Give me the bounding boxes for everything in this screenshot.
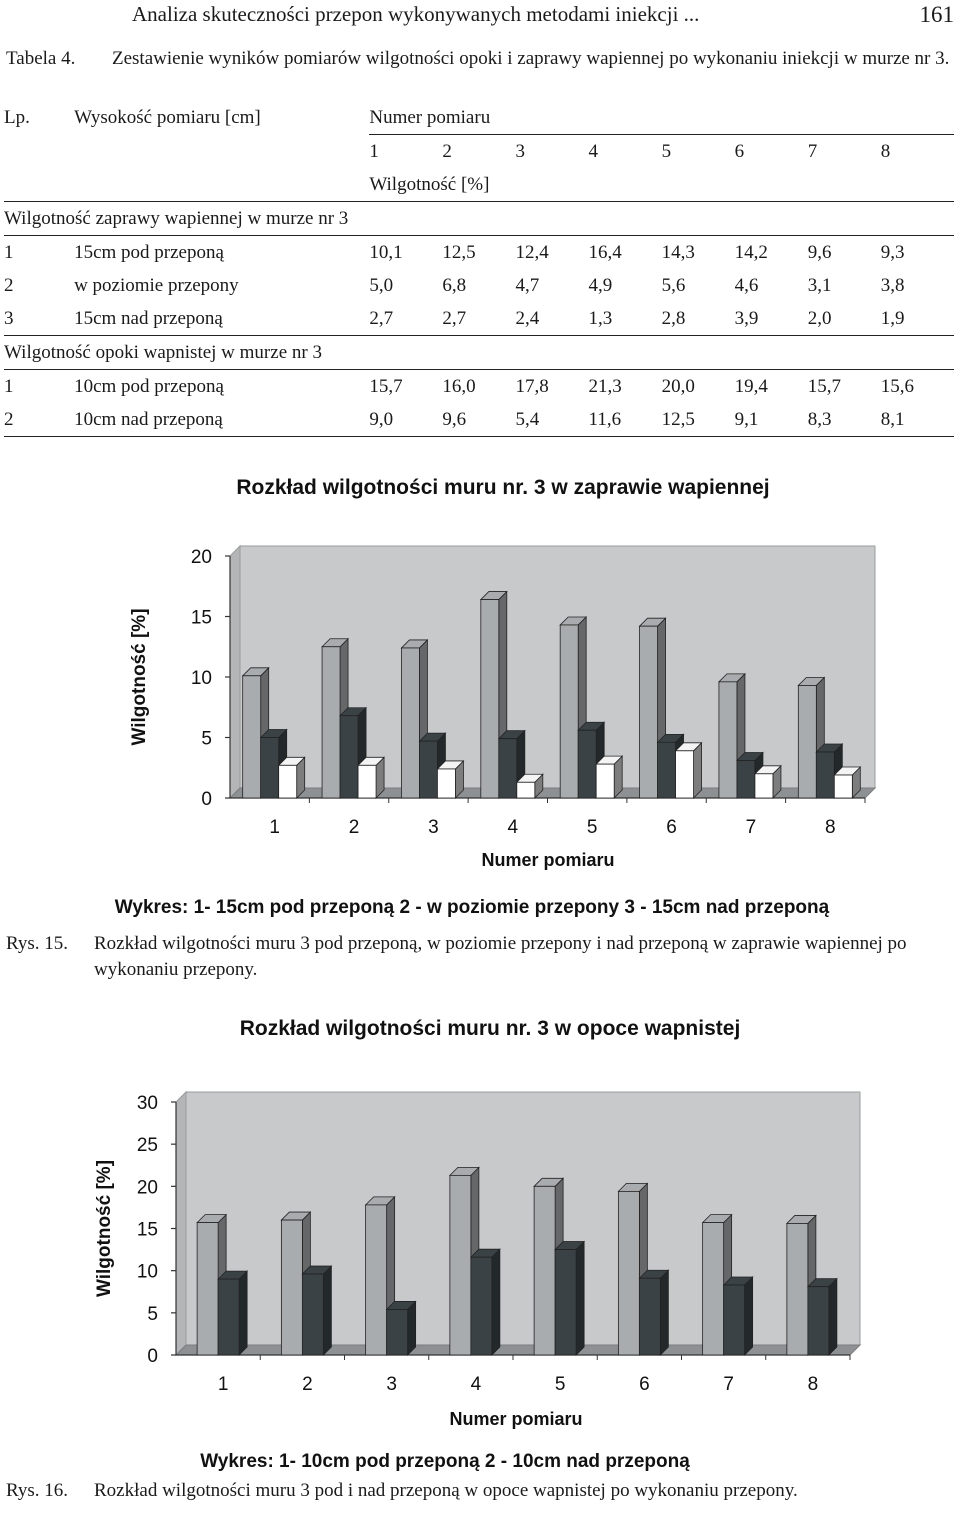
cell: 9,0 (369, 403, 442, 437)
cell: 20,0 (661, 375, 695, 397)
x-tick-label: 5 (586, 817, 598, 838)
x-tick-label: 2 (348, 817, 360, 838)
humidity-table (4, 101, 954, 437)
bar-side-face (829, 1279, 837, 1355)
running-header-title: Analiza skuteczności przepon wykonywanych metodami iniekcji ... (132, 2, 700, 26)
bar-2 (724, 1285, 745, 1355)
y-tick-label: 20 (190, 547, 212, 568)
row-lp: 1 (4, 375, 14, 397)
y-tick-label: 0 (201, 789, 212, 810)
row-lp: 2 (4, 274, 14, 296)
cell: 12,5 (662, 403, 735, 437)
cell: 1,3 (589, 302, 662, 336)
measurement-number: 3 (515, 140, 525, 162)
measurement-number: 7 (807, 140, 818, 162)
y-axis-label: Wilgotność [%] (94, 1159, 115, 1298)
cell: 14,2 (734, 241, 768, 263)
table-row (4, 403, 954, 437)
table-row (4, 236, 954, 270)
measurement-number: 6 (734, 140, 745, 162)
bar-1 (366, 1205, 387, 1355)
bar-2 (737, 760, 755, 798)
cell: 8,1 (881, 403, 954, 437)
section-title: Wilgotność opoki wapnistej w murze nr 3 (4, 336, 954, 370)
row-label: 15cm nad przeponą (74, 302, 369, 336)
x-tick-label: 4 (470, 1374, 482, 1395)
x-tick-label: 2 (302, 1374, 313, 1395)
table-header-row (4, 101, 954, 135)
cell: 12,5 (442, 241, 476, 263)
chart-floor (176, 1345, 860, 1355)
bar-side-face (694, 743, 702, 798)
y-tick-label: 10 (190, 668, 212, 689)
bar-side-face (492, 1249, 500, 1355)
cell: 9,6 (807, 241, 832, 263)
x-tick-label: 3 (386, 1374, 397, 1395)
bar-side-face (576, 1242, 584, 1355)
cell: 21,3 (588, 375, 622, 397)
cell: 16,0 (442, 375, 476, 397)
measurement-number-row (4, 135, 954, 169)
chart-mortar-humidity (0, 460, 960, 925)
row-lp: 1 (4, 241, 14, 263)
cell: 3,1 (807, 274, 832, 296)
section-title-row (4, 336, 954, 370)
unit-label: Wilgotność [%] (369, 168, 954, 202)
bar-3 (596, 764, 614, 798)
bar-1 (787, 1223, 808, 1355)
y-tick-label: 5 (201, 728, 212, 750)
cell: 14,3 (661, 241, 695, 263)
x-tick-label: 1 (269, 817, 280, 838)
bar-1 (640, 626, 658, 798)
bar-side-face (660, 1270, 668, 1355)
bar-2 (816, 752, 834, 798)
table-label: Tabela 4. (6, 48, 76, 69)
y-tick-label: 30 (136, 1093, 158, 1114)
bar-3 (755, 774, 773, 798)
cell: 4,7 (515, 274, 540, 296)
cell: 2,7 (442, 302, 515, 336)
x-axis-label: Numer pomiaru (449, 1409, 583, 1429)
measurement-number: 2 (442, 140, 452, 162)
x-tick-label: 8 (807, 1374, 819, 1395)
y-axis-label: Wilgotność [%] (129, 608, 150, 746)
bar-1 (703, 1223, 724, 1355)
bar-1 (618, 1191, 639, 1355)
col-height-header: Wysokość pomiaru [cm] (74, 106, 261, 128)
bar-2 (658, 742, 676, 798)
measurement-number: 1 (369, 140, 379, 162)
bar-3 (834, 775, 852, 798)
cell: 16,4 (588, 241, 622, 263)
table-row (4, 302, 954, 336)
cell: 3,8 (880, 274, 905, 296)
measurement-number: 8 (880, 140, 891, 162)
bar-2 (419, 741, 437, 798)
y-tick-label: 25 (136, 1135, 158, 1157)
row-label: 10cm pod przeponą (74, 375, 224, 397)
row-label: w poziomie przepony (74, 274, 239, 296)
table-row (4, 269, 954, 302)
bar-1 (243, 676, 261, 798)
x-tick-label: 6 (639, 1374, 650, 1395)
bar-1 (719, 682, 737, 798)
section-title-row (4, 202, 954, 236)
col-lp-header: Lp. (4, 106, 30, 128)
page-number: 161 (919, 2, 954, 27)
row-lp: 3 (4, 302, 74, 336)
measurement-number: 5 (661, 140, 672, 162)
section-title: Wilgotność zaprawy wapiennej w murze nr 3 (4, 202, 954, 236)
cell: 2,8 (662, 302, 735, 336)
cell: 4,6 (734, 274, 759, 296)
bar-1 (281, 1220, 302, 1355)
bar-3 (358, 765, 376, 798)
x-tick-label: 4 (507, 817, 519, 838)
bar-2 (499, 739, 517, 798)
figure-label: Rys. 15. (6, 933, 69, 954)
cell: 9,6 (442, 403, 515, 437)
bar-3 (279, 765, 297, 798)
cell: 4,9 (588, 274, 613, 296)
bar-2 (218, 1279, 239, 1355)
y-tick-label: 15 (136, 1219, 158, 1241)
cell: 12,4 (515, 241, 549, 263)
bar-3 (676, 751, 694, 798)
bar-2 (639, 1278, 660, 1355)
bar-2 (387, 1309, 408, 1355)
x-tick-label: 8 (825, 817, 836, 838)
cell: 2,0 (808, 302, 881, 336)
chart-title: Rozkład wilgotności muru nr. 3 w zaprawie wapiennej (236, 476, 770, 499)
bar-1 (322, 647, 340, 798)
cell: 15,7 (369, 375, 403, 397)
chart-legend-text: Wykres: 1- 15cm pod przeponą 2 - w poziomie przepony 3 - 15cm nad przeponą (114, 897, 830, 918)
bar-1 (798, 685, 816, 798)
cell: 2,4 (515, 302, 588, 336)
cell: 11,6 (589, 403, 662, 437)
x-axis-label: Numer pomiaru (481, 850, 615, 870)
bar-1 (401, 648, 419, 798)
x-tick-label: 1 (217, 1374, 229, 1395)
x-tick-label: 7 (723, 1374, 734, 1395)
cell: 5,4 (515, 403, 588, 437)
cell: 5,6 (661, 274, 686, 296)
bar-2 (302, 1274, 323, 1355)
unit-row (4, 168, 954, 202)
cell: 6,8 (442, 274, 467, 296)
cell: 5,0 (369, 274, 394, 296)
bar-2 (808, 1287, 829, 1355)
cell: 1,9 (881, 302, 954, 336)
bar-side-face (408, 1301, 416, 1355)
row-label: 10cm nad przeponą (74, 403, 369, 437)
col-group-header: Numer pomiaru (369, 101, 954, 135)
bar-1 (197, 1223, 218, 1355)
bar-side-face (239, 1271, 247, 1355)
cell: 15,7 (807, 375, 841, 397)
row-lp: 2 (4, 403, 74, 437)
cell: 9,3 (880, 241, 905, 263)
bar-3 (437, 769, 455, 798)
cell: 19,4 (734, 375, 768, 397)
chart-opoka-humidity (0, 1005, 960, 1475)
row-label: 15cm pod przeponą (74, 241, 224, 263)
bar-1 (534, 1186, 555, 1355)
bar-2 (340, 716, 358, 798)
bar-1 (481, 600, 499, 798)
y-tick-label: 20 (136, 1177, 158, 1199)
measurement-number: 4 (588, 140, 599, 162)
y-tick-label: 0 (147, 1346, 158, 1367)
chart-legend-text: Wykres: 1- 10cm pod przeponą 2 - 10cm nad przeponą (200, 1451, 690, 1472)
cell: 15,6 (880, 375, 915, 397)
chart-side-wall (176, 1092, 186, 1355)
bar-1 (450, 1175, 471, 1355)
x-tick-label: 5 (554, 1374, 566, 1395)
cell: 2,7 (369, 302, 442, 336)
y-tick-label: 10 (136, 1261, 158, 1283)
x-tick-label: 7 (745, 817, 757, 838)
bar-side-face (323, 1266, 331, 1355)
bar-2 (471, 1257, 492, 1355)
x-tick-label: 6 (666, 817, 677, 838)
chart-side-wall (230, 546, 240, 798)
figure-caption-text: Rozkład wilgotności muru 3 pod przeponą, w poziomie przepony i nad przeponą w zaprawie wapiennej po wykonaniu przepony. (94, 933, 907, 980)
bar-1 (560, 625, 578, 798)
bar-2 (261, 738, 279, 799)
cell: 17,8 (515, 375, 549, 397)
bar-2 (578, 730, 596, 798)
bar-2 (555, 1250, 576, 1355)
cell: 9,1 (735, 403, 808, 437)
chart-title: Rozkład wilgotności muru nr. 3 w opoce wapnistej (239, 1017, 741, 1040)
x-tick-label: 3 (428, 817, 439, 838)
cell: 10,1 (369, 241, 403, 263)
y-tick-label: 5 (147, 1303, 158, 1325)
table-row (4, 370, 954, 404)
figure-label: Rys. 16. (6, 1480, 69, 1501)
figure-caption-text: Rozkład wilgotności muru 3 pod i nad przeponą w opoce wapnistej po wykonaniu przepony. (94, 1480, 798, 1501)
cell: 3,9 (735, 302, 808, 336)
bar-side-face (745, 1277, 753, 1355)
table-caption-text: Zestawienie wyników pomiarów wilgotności opoki i zaprawy wapiennej po wykonaniu iniekcji w murze nr 3. (112, 48, 950, 69)
y-tick-label: 15 (190, 607, 212, 629)
cell: 8,3 (808, 403, 881, 437)
bar-3 (517, 782, 535, 798)
